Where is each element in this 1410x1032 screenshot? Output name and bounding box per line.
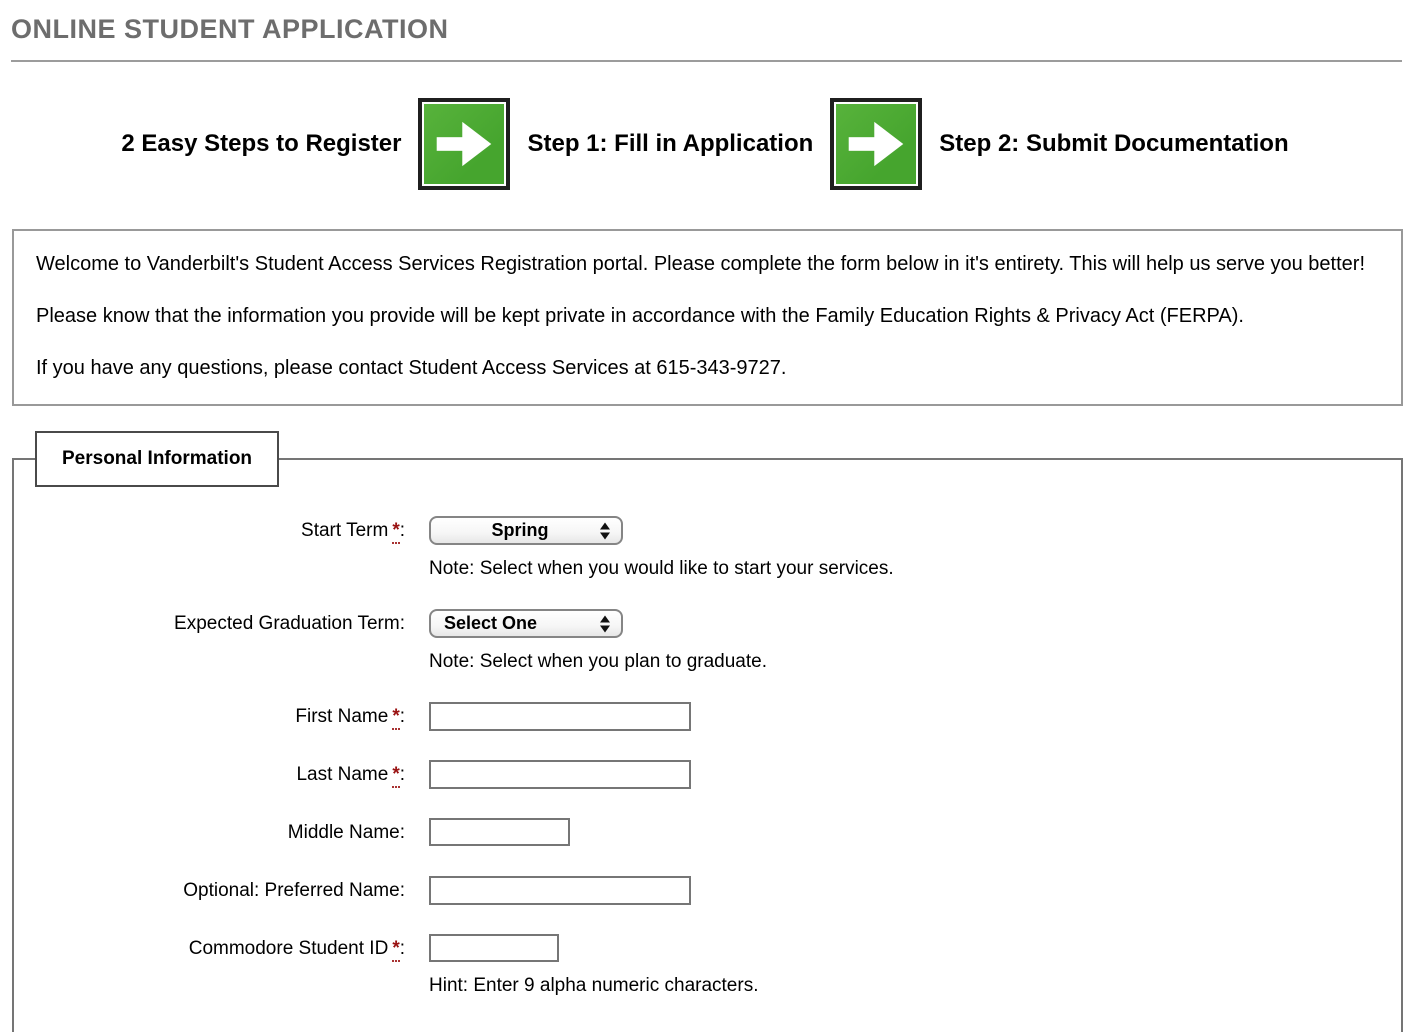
registration-steps-banner: [0, 98, 1410, 190]
required-marker: *: [392, 520, 399, 544]
start-term-label: Start Term *:: [14, 516, 405, 545]
steps-intro-label: 2 Easy Steps to Register: [121, 130, 402, 157]
green-right-arrow-icon: [418, 98, 510, 190]
welcome-paragraph: Welcome to Vanderbilt's Student Access Services Registration portal. Please complete the form below in it's entirety. This will help us serve you better!: [36, 253, 1365, 275]
last-name-row: [14, 760, 1401, 789]
required-marker: *: [392, 706, 399, 730]
student-id-hint: Hint: Enter 9 alpha numeric characters.: [429, 975, 759, 996]
graduation-term-select-value: Select One: [444, 613, 538, 633]
required-marker: *: [392, 764, 399, 788]
step1-label: Step 1: Fill in Application: [527, 130, 814, 157]
middle-name-input[interactable]: [429, 818, 570, 846]
last-name-label: Last Name *:: [14, 760, 405, 789]
personal-information-legend: Personal Information: [35, 431, 279, 487]
step2-label: Step 2: Submit Documentation: [939, 130, 1289, 157]
select-spinner-icon: [600, 615, 610, 632]
first-name-row: [14, 702, 1401, 731]
preferred-name-label: Optional: Preferred Name:: [183, 880, 405, 901]
start-term-row: [14, 516, 1401, 580]
select-spinner-icon: [600, 522, 610, 539]
start-term-select-value: Spring: [491, 520, 549, 540]
title-divider: [11, 60, 1402, 62]
personal-information-section: [12, 448, 1403, 1032]
graduation-term-select[interactable]: [429, 609, 623, 638]
welcome-message-box: [12, 229, 1403, 406]
graduation-term-note: Note: Select when you plan to graduate.: [429, 651, 768, 672]
graduation-term-label: Expected Graduation Term:: [174, 613, 405, 634]
start-term-note: Note: Select when you would like to start your services.: [429, 558, 894, 579]
page-title: ONLINE STUDENT APPLICATION: [11, 14, 449, 44]
ferpa-paragraph: Please know that the information you provide will be kept private in accordance with the Family Education Rights & Privacy Act (FERPA).: [36, 305, 1244, 327]
middle-name-label: Middle Name:: [287, 822, 405, 843]
green-right-arrow-icon: [830, 98, 922, 190]
first-name-input[interactable]: [429, 702, 691, 731]
required-marker: *: [392, 938, 399, 962]
preferred-name-input[interactable]: [429, 876, 691, 905]
student-id-input[interactable]: [429, 934, 559, 962]
last-name-input[interactable]: [429, 760, 691, 789]
middle-name-row: [14, 818, 1401, 847]
start-term-select[interactable]: [429, 516, 623, 545]
first-name-label: First Name *:: [14, 702, 405, 731]
graduation-term-row: [14, 609, 1401, 673]
preferred-name-row: [14, 876, 1401, 905]
student-id-label: Commodore Student ID *:: [14, 934, 405, 963]
contact-paragraph: If you have any questions, please contact Student Access Services at 615-343-9727.: [36, 357, 787, 379]
student-id-row: [14, 934, 1401, 997]
